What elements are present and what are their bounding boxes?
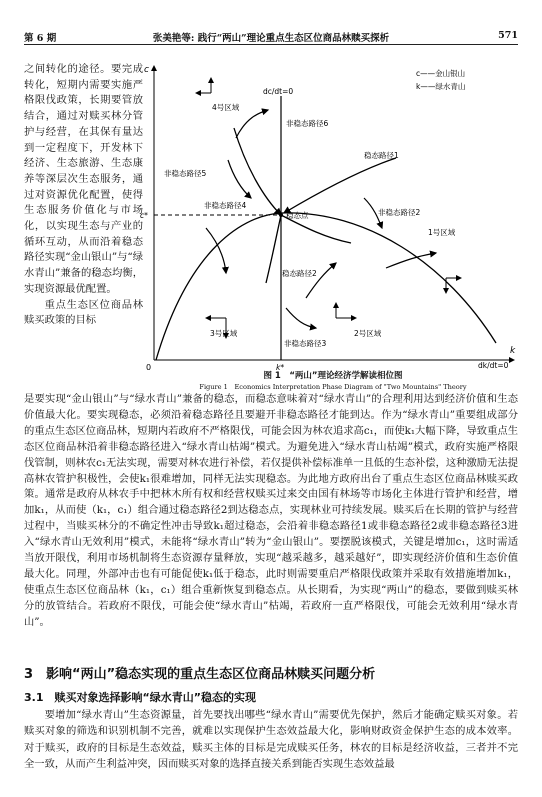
left-column-text bbox=[24, 62, 143, 329]
legend-c: c——金山银山 bbox=[416, 69, 466, 78]
x-axis-label: k bbox=[510, 346, 516, 356]
label-nonstable-6: 非稳态路径6 bbox=[286, 119, 329, 128]
paragraph: 之间转化的途径。要完成转化，短期内需要实施严格限伐政策，长期要管放结合，通过对赎买林分管护与经营，在其保有量达到一定程度下，开发林下经济、生态旅游、生态康养等深层次生态服务，通过对资源优化配置，使得生态服务价值化与市场化，以实现生态与产业的循环互动，从而沿着稳态路径实现“金山银山”与“绿水青山”兼备的稳态均衡，实现资源最优配置。 bbox=[24, 63, 143, 295]
subsection-heading: 3.1 赎买对象选择影响“绿水青山”稳态的实现 bbox=[24, 691, 256, 704]
k-star-label: k* bbox=[276, 363, 285, 372]
stable-path-2 bbox=[284, 158, 396, 213]
label-stable-1: 稳态路径1 bbox=[364, 151, 399, 160]
region-4-label: 4号区域 bbox=[212, 103, 240, 112]
issue-number: 第 6 期 bbox=[24, 33, 57, 44]
paragraph: 重点生态区位商品林赎买政策的目标 bbox=[24, 298, 143, 327]
stable-point-dot bbox=[279, 213, 283, 217]
c-star-label: c* bbox=[140, 211, 148, 220]
body-text-2 bbox=[24, 707, 518, 772]
label-nonstable-4: 非稳态路径4 bbox=[204, 201, 247, 210]
region-2-label: 2号区域 bbox=[354, 329, 382, 338]
label-nonstable-2: 非稳态路径2 bbox=[378, 208, 421, 217]
paragraph: 是要实现“金山银山”与“绿水青山”兼备的稳态，而稳态意味着对“绿水青山”的合理利用达到经济价值和生态价值最大化。要实现稳态，必须沿着稳态路径且要避开非稳态路径才能到达。作为“绿水青山”重要组成部分的重点生态区位商品林，短期内若政府不严格限伐，可能会因为林农追求高c₁，而使k₁大幅下降，导致重点生态区位商品林沿着非稳态路径进入“绿水青山枯竭”模式。为避免进入“绿水青山枯竭”模式，政府实施严格限伐管制，则林农c₁无法实现，需要对林农进行补偿，若仅提供补偿标准单一且低的生态补偿，这种激励无法提高林农管护积极性，会使k₁很难增加，同样无法实现稳态。为此地方政府出台了重点生态区位商品林赎买政策。通常是政府从林农手中把林木所有权和经营权赎买过来交由国有林场等市场化主体进行管护和经营，增加k₁，从而使（k₁，c₁）组合通过稳态路径2到达稳态点，实现林业可持续发展。赎买后在长期的管护与经营过程中，当赎买林分的不确定性冲击导致k₁超过稳态，会沿着非稳态路径1或非稳态路径2或非稳态路径3进入“绿水青山无效利用”模式，未能将“绿水青山”转为“金山银山”。要摆脱该模式，关键是增加c₁，这时需适当放开限伐，利用市场机制将生态资源存量释放，实现“越采越多，越采越好”，即实现经济价值和生态价值最大化。同理，外部冲击也有可能促使k₁低于稳态，此时则需要重启严格限伐政策并采取有效措施增加k₁，使重点生态区位商品林（k₁，c₁）组合重新恢复到稳态点。从长期看，为实现“两山”的稳态，要做到赎买林分的放管结合。若政府不限伐，可能会使“绿水青山”枯竭，若政府一直严格限伐，可能会无效利用“绿水青山”。 bbox=[24, 393, 518, 628]
figure-caption-en: Figure 1 Economics Interpretation Phase Diagram of "Two Mountains" Theory bbox=[199, 383, 467, 391]
page-header bbox=[24, 30, 518, 45]
nonstable-path-6 bbox=[236, 110, 268, 138]
section-heading: 3 影响“两山”稳态实现的重点生态区位商品林赎买问题分析 bbox=[24, 667, 376, 682]
phase-diagram-svg bbox=[140, 58, 520, 374]
paragraph: 要增加“绿水青山”生态资源量，首先要找出哪些“绿水青山”需要优先保护，然后才能确定赎买对象。若赎买对象的筛选和识别机制不完善，就难以实现保护生态效益最大化，影响财政资金保护生态的成本效率。对于赎买，政府的目标是生态效益，赎买主体的目标是完成赎买任务，林农的目标是经济收益，三者并不完全一致，从而产生利益冲突，因而赎买对象的选择直接关系到能否实现生态效益最 bbox=[24, 709, 518, 770]
region-2-curve bbox=[286, 308, 316, 328]
figure-caption-cn: 图 1 “两山”理论经济学解读相位图 bbox=[263, 371, 403, 381]
region-1-label: 1号区域 bbox=[428, 228, 456, 237]
running-title: 张美艳等: 践行“两山”理论重点生态区位商品林赎买探析 bbox=[152, 33, 390, 44]
legend-k: k——绿水青山 bbox=[416, 82, 466, 91]
stable-path-2-lower bbox=[266, 215, 281, 283]
label-nonstable-3: 非稳态路径3 bbox=[284, 339, 327, 348]
nonstable-path-4 bbox=[206, 228, 226, 273]
label-stable-2: 稳态路径2 bbox=[282, 269, 317, 278]
dk-dt-label: dk/dt=0 bbox=[478, 361, 509, 370]
page-number: 571 bbox=[498, 30, 518, 41]
y-axis-label: c bbox=[144, 65, 149, 75]
label-stable-point: 稳态点 bbox=[286, 211, 309, 220]
body-text bbox=[24, 392, 518, 631]
label-nonstable-5: 非稳态路径5 bbox=[164, 169, 207, 178]
dc-dt-label: dc/dt=0 bbox=[263, 87, 294, 96]
origin-label: 0 bbox=[146, 363, 152, 372]
region-3-label: 3号区域 bbox=[210, 329, 238, 338]
phase-diagram bbox=[140, 58, 520, 374]
